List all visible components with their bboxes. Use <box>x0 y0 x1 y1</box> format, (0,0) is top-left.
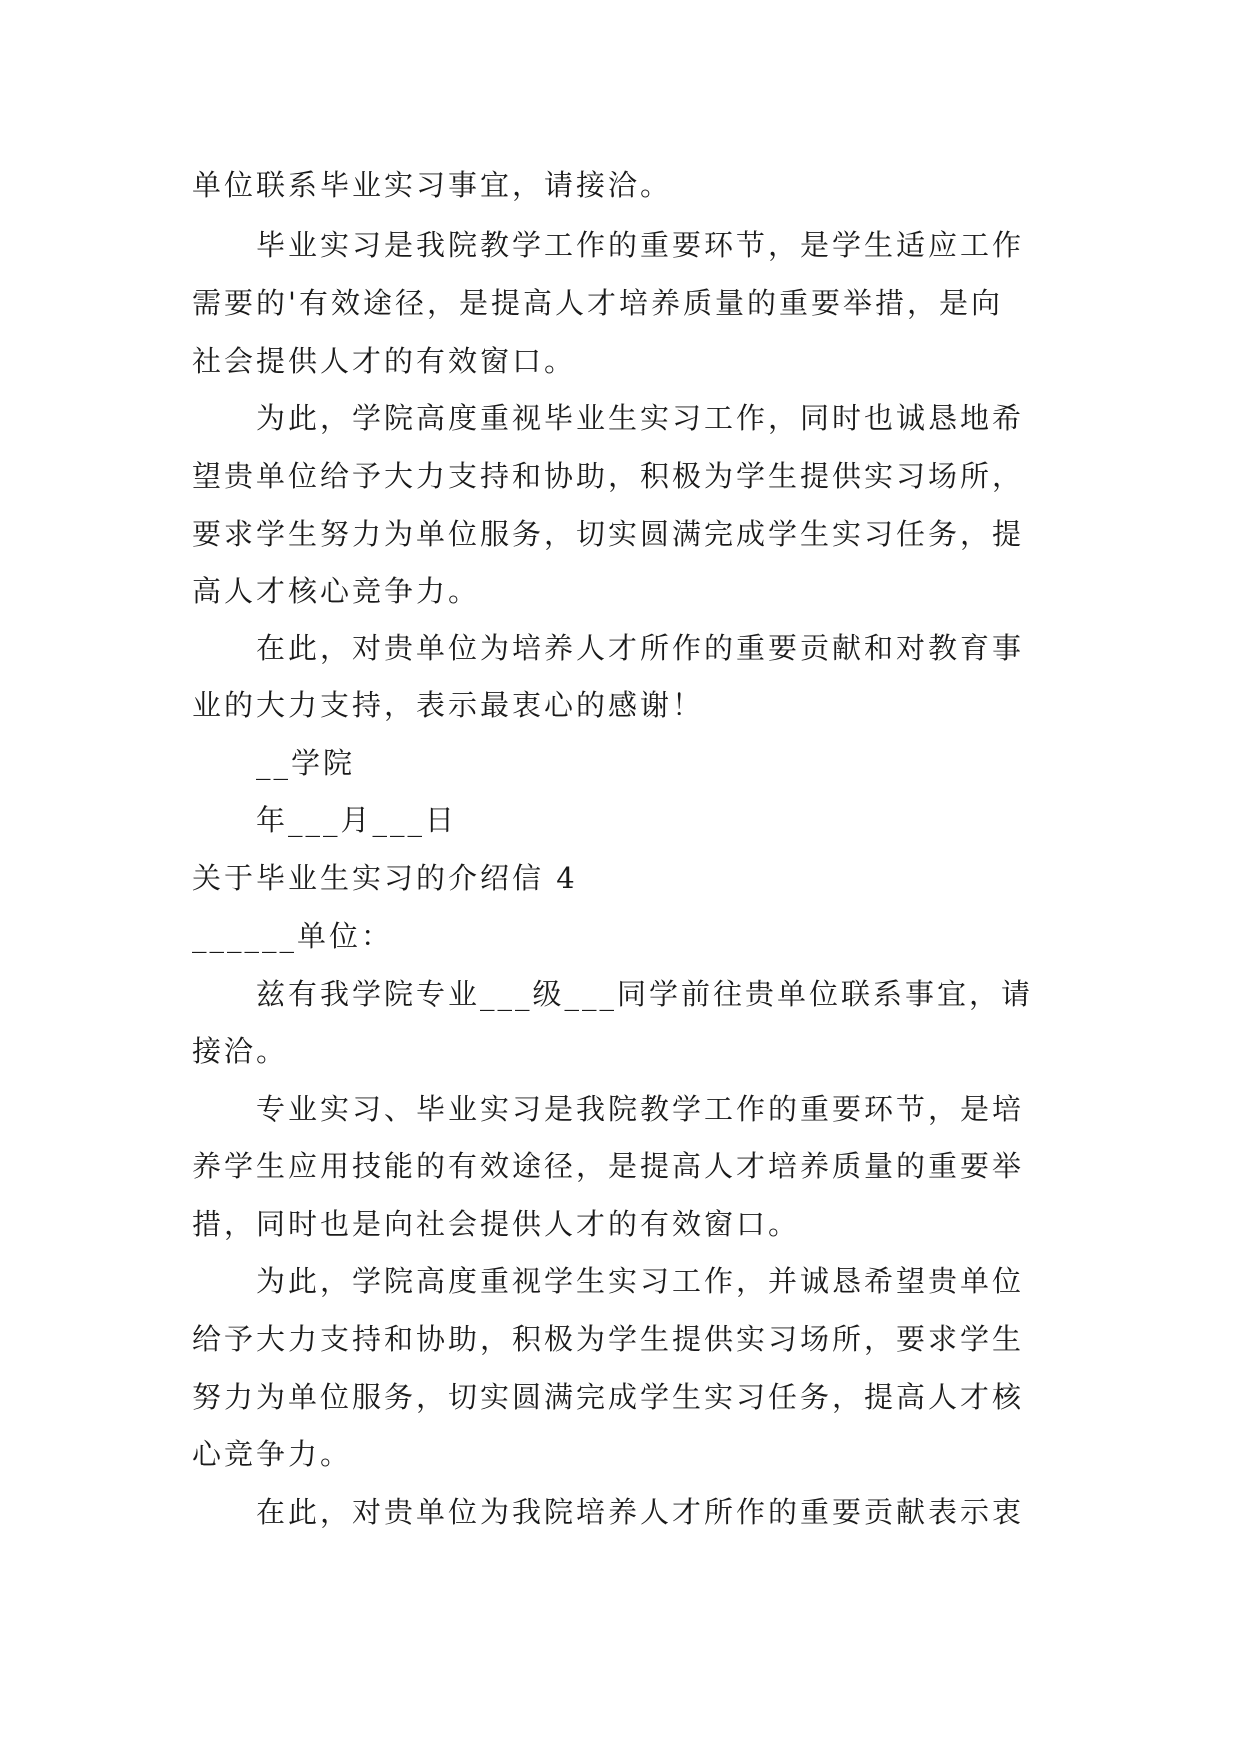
paragraph-first-line: 专业实习、毕业实习是我院教学工作的重要环节，是培 <box>256 1092 1025 1126</box>
body-text-line: 给予大力支持和协助，积极为学生提供实习场所，要求学生 <box>192 1322 1025 1356</box>
addressee-line: ______单位： <box>192 919 394 953</box>
section-heading: 关于毕业生实习的介绍信 4 <box>192 861 578 895</box>
paragraph-first-line: 兹有我学院专业___级___同学前往贵单位联系事宜，请 <box>256 977 1034 1011</box>
signature-college: __学院 <box>256 746 356 780</box>
body-text-line: 心竞争力。 <box>192 1437 353 1471</box>
paragraph-first-line: 在此，对贵单位为培养人才所作的重要贡献和对教育事 <box>256 631 1025 665</box>
body-text-line: 努力为单位服务，切实圆满完成学生实习任务，提高人才核 <box>192 1380 1025 1414</box>
signature-date: 年___月___日 <box>256 803 458 837</box>
paragraph-first-line: 在此，对贵单位为我院培养人才所作的重要贡献表示衷 <box>256 1495 1025 1529</box>
body-text-line: 业的大力支持，表示最衷心的感谢！ <box>192 688 705 722</box>
body-text-line: 单位联系毕业实习事宜，请接洽。 <box>192 168 673 202</box>
body-text-line: 望贵单位给予大力支持和协助，积极为学生提供实习场所， <box>192 459 1025 493</box>
paragraph-first-line: 为此，学院高度重视学生实习工作，并诚恳希望贵单位 <box>256 1264 1025 1298</box>
body-text-line: 养学生应用技能的有效途径，是提高人才培养质量的重要举 <box>192 1149 1025 1183</box>
body-text-line: 接洽。 <box>192 1034 289 1068</box>
body-text-line: 措，同时也是向社会提供人才的有效窗口。 <box>192 1207 801 1241</box>
body-text-line: 高人才核心竞争力。 <box>192 574 481 608</box>
paragraph-first-line: 毕业实习是我院教学工作的重要环节，是学生适应工作 <box>256 228 1025 262</box>
body-text-line: 要求学生努力为单位服务，切实圆满完成学生实习任务，提 <box>192 517 1025 551</box>
paragraph-first-line: 为此，学院高度重视毕业生实习工作，同时也诚恳地希 <box>256 401 1025 435</box>
body-text-line: 需要的'有效途径，是提高人才培养质量的重要举措，是向 <box>192 286 1003 320</box>
body-text-line: 社会提供人才的有效窗口。 <box>192 344 577 378</box>
